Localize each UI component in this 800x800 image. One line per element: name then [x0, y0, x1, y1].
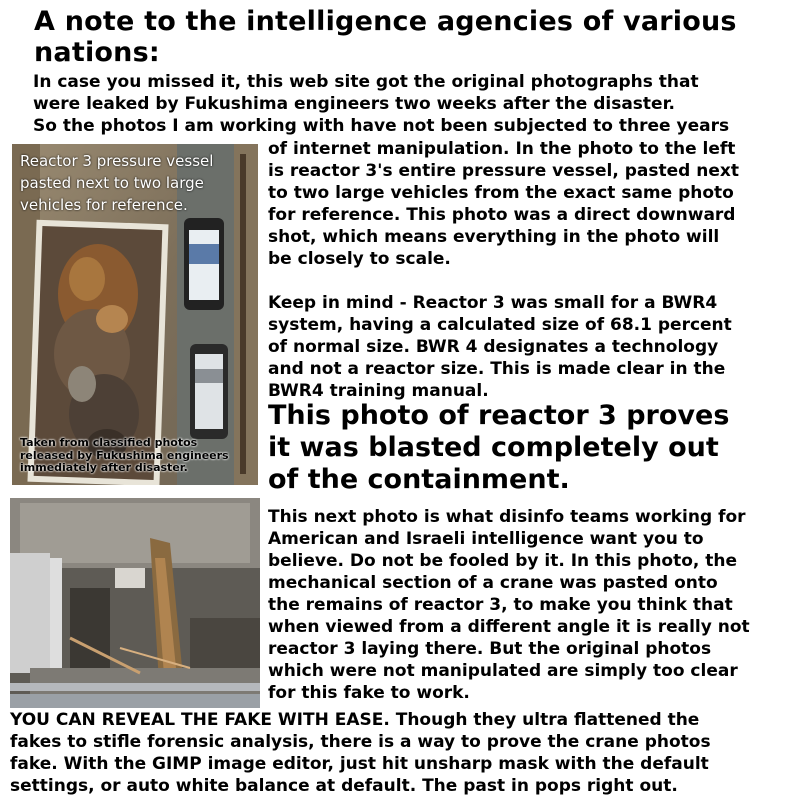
photo-credit: Taken from classified photos released by Fukushima engineers immediately after disaster.	[20, 436, 229, 474]
photo-caption: Reactor 3 pressure vessel pasted next to two large vehicles for reference.	[20, 152, 214, 214]
paragraph-reactor-size: Keep in mind - Reactor 3 was small for a BWR4 system, having a calculated size of 68.1 percent of normal size. BWR 4 designates a technology and not a reactor size. This is made clear in the BWR4 training manual.	[268, 293, 732, 401]
page-title: A note to the intelligence agencies of various nations:	[34, 6, 737, 68]
paragraph-disinfo-crane: This next photo is what disinfo teams working for American and Israeli intelligence want you to believe. Do not be fooled by it. In this photo, the mechanical section of a crane was pasted onto the remains of reactor 3, to make you think that when viewed from a different angle it is really not reactor 3 laying there. But the original photos which were not manipulated are simply too clear for this fake to work.	[268, 507, 750, 703]
crane-photo	[10, 498, 260, 708]
paragraph-photo-description: of internet manipulation. In the photo to the left is reactor 3's entire pressure vessel, pasted next to two large vehicles from the exact same photo for reference. This photo was a direct downward shot, which means everything in the photo will be closely to scale.	[268, 139, 739, 269]
crane-photo-image	[10, 498, 260, 708]
paragraph-reveal-fake: YOU CAN REVEAL THE FAKE WITH EASE. Though they ultra flattened the fakes to stifle forensic analysis, there is a way to prove the crane photos fake. With the GIMP image editor, just hit unsharp mask with the default settings, or auto white balance at default. The past in pops right out.	[10, 710, 711, 796]
headline-statement: This photo of reactor 3 proves it was blasted completely out of the containment.	[268, 400, 730, 495]
intro-text: In case you missed it, this web site got the original photographs that were leaked by Fukushima engineers two weeks after the disaster. So the photos I am working with have not been subjected to three years	[33, 72, 730, 136]
reactor-aerial-photo	[12, 144, 258, 485]
